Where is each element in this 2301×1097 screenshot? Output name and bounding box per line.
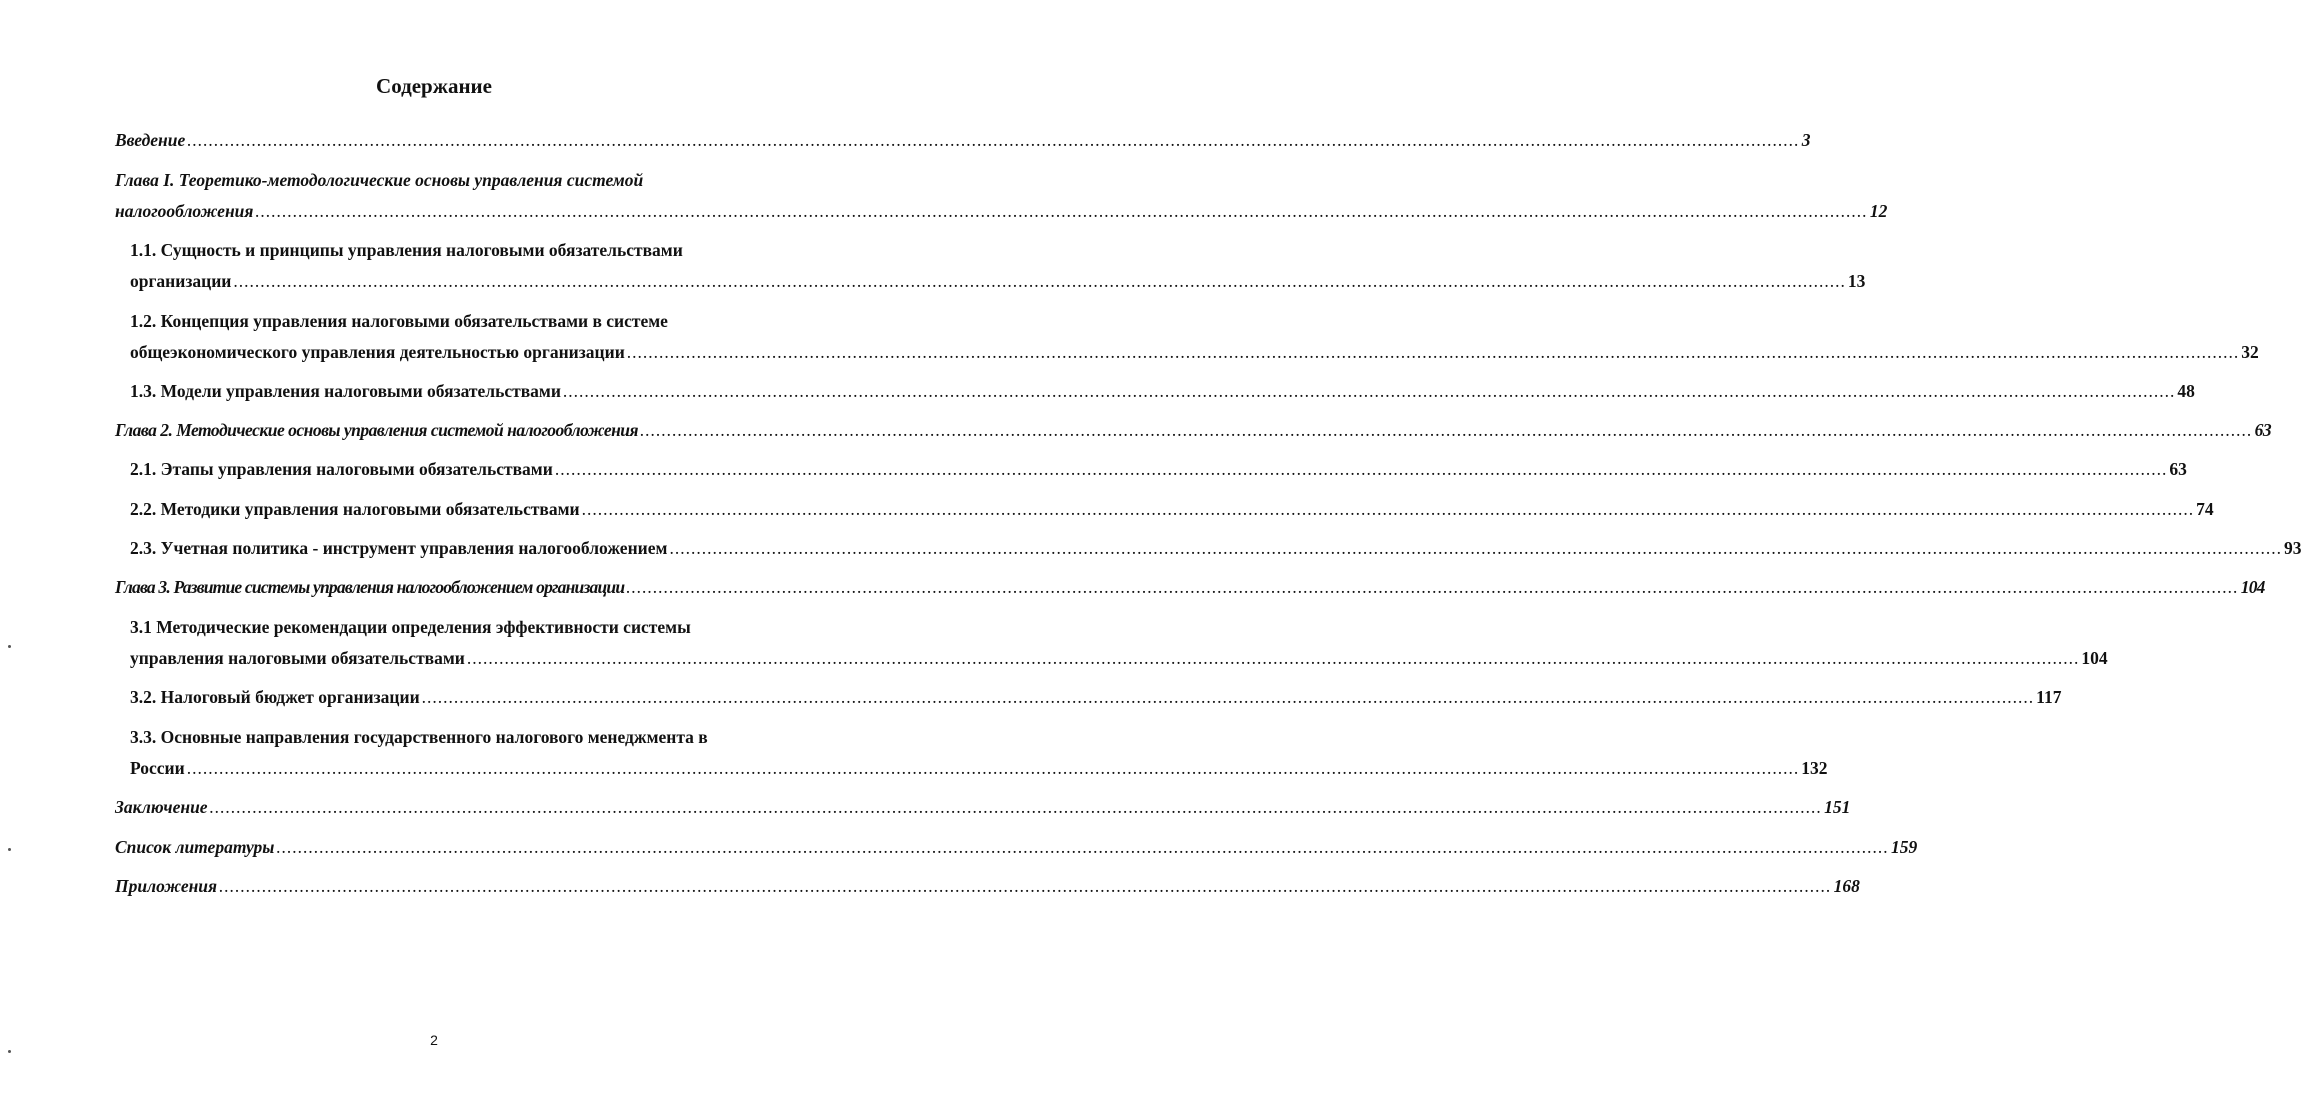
toc-page-number: 3 bbox=[1801, 130, 1811, 150]
toc-entry-title: 1.3. Модели управления налоговыми обязательствами bbox=[130, 381, 561, 401]
toc-entry-title: Приложения bbox=[115, 876, 218, 896]
toc-section-2-3 bbox=[130, 535, 2301, 561]
toc-entry-title: организации bbox=[130, 271, 232, 291]
toc-chapter-3 bbox=[115, 574, 2265, 600]
toc-entry-title-line1: 3.3. Основные направления государственного налогового менеджмента в bbox=[130, 727, 708, 747]
toc-entry-title: 2.1. Этапы управления налоговыми обязательствами bbox=[130, 459, 553, 479]
toc-page-number: 93 bbox=[2283, 538, 2301, 558]
dot-leader: ............................................................................................................................................................................................................................................................................................................ bbox=[626, 577, 2239, 597]
dot-leader: ............................................................................................................................................................................................................................................................................................................ bbox=[186, 758, 1800, 778]
toc-page-number: 132 bbox=[1801, 758, 1828, 778]
toc-appendices bbox=[115, 873, 1860, 899]
dot-leader: ............................................................................................................................................................................................................................................................................................................ bbox=[640, 420, 2253, 440]
toc-page-number: 12 bbox=[1869, 201, 1888, 221]
toc-entry-title: Заключение bbox=[115, 797, 208, 817]
toc-entry-title: Глава 2. Методические основы управления системой налогообложения bbox=[115, 420, 639, 440]
toc-page-number: 159 bbox=[1890, 837, 1918, 857]
toc-section-3-1 bbox=[130, 614, 2108, 671]
dot-leader: ............................................................................................................................................................................................................................................................................................................ bbox=[421, 687, 2035, 707]
toc-entry-title: управления налоговыми обязательствами bbox=[130, 648, 465, 668]
dot-leader: ............................................................................................................................................................................................................................................................................................................ bbox=[255, 201, 1868, 221]
toc-section-1-2 bbox=[130, 308, 2259, 365]
toc-page-number: 48 bbox=[2177, 381, 2195, 401]
toc-entry-title-line1: Глава I. Теоретико-методологические основы управления системой bbox=[115, 170, 644, 190]
toc-section-2-2 bbox=[130, 496, 2214, 522]
dot-leader: ............................................................................................................................................................................................................................................................................................................ bbox=[276, 837, 1889, 857]
dot-leader: ............................................................................................................................................................................................................................................................................................................ bbox=[219, 876, 1832, 896]
toc-page-number: 168 bbox=[1833, 876, 1860, 896]
toc-page-number: 104 bbox=[2081, 648, 2108, 668]
toc-page-number: 74 bbox=[2196, 499, 2214, 519]
toc-entry-title: Список литературы bbox=[115, 837, 275, 857]
toc-entry-title: 2.2. Методики управления налоговыми обязательствами bbox=[130, 499, 580, 519]
toc-section-3-3 bbox=[130, 724, 1828, 781]
toc-introduction bbox=[115, 127, 1811, 153]
toc-entry-title: Введение bbox=[115, 130, 186, 150]
toc-page-number: 13 bbox=[1847, 271, 1866, 291]
toc-bibliography bbox=[115, 834, 1918, 860]
scan-speck bbox=[8, 1050, 11, 1053]
toc-entry-title: Глава 3. Развитие системы управления налогообложением организации bbox=[115, 577, 625, 597]
toc-entry-title: 3.2. Налоговый бюджет организации bbox=[130, 687, 420, 707]
toc-page-number: 63 bbox=[2254, 420, 2272, 440]
toc-section-2-1 bbox=[130, 456, 2187, 482]
scan-speck bbox=[8, 645, 11, 648]
toc-conclusion bbox=[115, 794, 1851, 820]
toc-section-3-2 bbox=[130, 684, 2062, 710]
toc-entry-title: 2.3. Учетная политика - инструмент управления налогообложением bbox=[130, 538, 668, 558]
dot-leader: ............................................................................................................................................................................................................................................................................................................ bbox=[209, 797, 1823, 817]
toc-entry-title-line1: 3.1 Методические рекомендации определения эффективности системы bbox=[130, 617, 691, 637]
dot-leader: ............................................................................................................................................................................................................................................................................................................ bbox=[187, 130, 1800, 150]
dot-leader: ............................................................................................................................................................................................................................................................................................................ bbox=[581, 499, 2195, 519]
toc-chapter-1 bbox=[115, 167, 1888, 224]
toc-page-number: 151 bbox=[1824, 797, 1851, 817]
toc-entry-title: России bbox=[130, 758, 185, 778]
toc-entry-title: налогообложения bbox=[115, 201, 254, 221]
toc-section-1-1 bbox=[130, 237, 1866, 294]
dot-leader: ............................................................................................................................................................................................................................................................................................................ bbox=[562, 381, 2176, 401]
scan-speck bbox=[8, 848, 11, 851]
page-number: 2 bbox=[430, 1032, 438, 1048]
toc-section-1-3 bbox=[130, 378, 2195, 404]
toc-page-number: 63 bbox=[2169, 459, 2187, 479]
toc-entry-title-line1: 1.1. Сущность и принципы управления налоговыми обязательствами bbox=[130, 240, 683, 260]
toc-chapter-2 bbox=[115, 417, 2272, 443]
dot-leader: ............................................................................................................................................................................................................................................................................................................ bbox=[466, 648, 2080, 668]
page-title: Содержание bbox=[376, 74, 492, 98]
toc-page-number: 32 bbox=[2241, 342, 2259, 362]
dot-leader: ............................................................................................................................................................................................................................................................................................................ bbox=[669, 538, 2282, 558]
dot-leader: ............................................................................................................................................................................................................................................................................................................ bbox=[233, 271, 1846, 291]
toc-page-number: 104 bbox=[2240, 577, 2265, 597]
toc-entry-title-line1: 1.2. Концепция управления налоговыми обязательствами в системе bbox=[130, 311, 668, 331]
toc-entry-title: общеэкономического управления деятельностью организации bbox=[130, 342, 625, 362]
dot-leader: ............................................................................................................................................................................................................................................................................................................ bbox=[554, 459, 2168, 479]
toc-page-number: 117 bbox=[2036, 687, 2062, 707]
dot-leader: ............................................................................................................................................................................................................................................................................................................ bbox=[626, 342, 2240, 362]
